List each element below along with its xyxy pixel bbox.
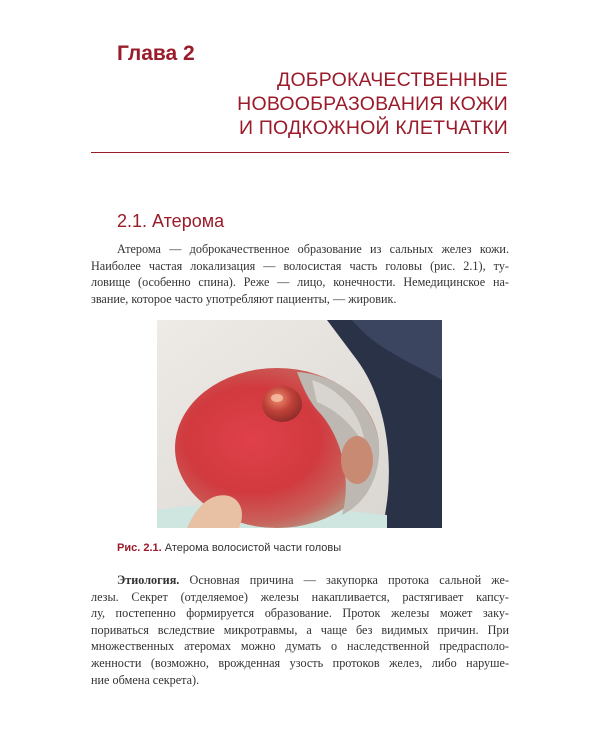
chapter-title-line: И ПОДКОЖНОЙ КЛЕТЧАТКИ <box>238 117 508 139</box>
paragraph-line: множественных атеромах можно думать о наследственной предрасполо- <box>91 639 509 654</box>
chapter-title-line: НОВООБРАЗОВАНИЯ КОЖИ <box>237 93 508 115</box>
chapter-divider <box>91 152 509 153</box>
paragraph-line: ние обмена секрета). <box>91 672 200 687</box>
paragraph-line: звание, которое часто употребляют пациенты, — жировик. <box>91 291 397 306</box>
paragraph-line <box>91 572 509 589</box>
chapter-title <box>108 68 508 140</box>
intro-paragraph <box>91 241 509 307</box>
paragraph-line: пориваться вследствие микротравмы, а чаще без видимых причин. При <box>91 622 509 637</box>
atheroma-photo <box>157 320 442 528</box>
caption-label: Рис. 2.1. <box>117 542 162 554</box>
caption-text: Атерома волосистой части головы <box>161 542 342 554</box>
etiology-paragraph <box>91 572 509 688</box>
paragraph-line: Наиболее частая локализация — волосистая часть головы (рис. 2.1), ту- <box>91 258 509 273</box>
chapter-label: Глава 2 <box>117 42 195 65</box>
chapter-title-line: ДОБРОКАЧЕСТВЕННЫЕ <box>277 69 508 91</box>
etiology-lead: Этиология. <box>117 573 180 587</box>
paragraph-line: лу, постепенно формируется образование. Проток железы может заку- <box>91 606 509 621</box>
photo-illustration <box>157 320 442 528</box>
etiology-first-line: Основная причина — закупорка протока сальной же- <box>179 573 509 587</box>
section-heading: 2.1. Атерома <box>117 211 225 231</box>
paragraph-line: лезы. Секрет (отделяемое) железы накапливается, растягивает капсу- <box>91 589 509 604</box>
paragraph-line: Атерома — доброкачественное образование из сальных желез кожи. <box>117 242 509 256</box>
paragraph-line: ловище (особенно спина). Реже — лицо, конечности. Немедицинское на- <box>91 275 509 290</box>
figure-caption <box>117 542 341 554</box>
paragraph-line: женности (возможно, врожденная узость протоков желез, либо наруше- <box>91 655 509 670</box>
